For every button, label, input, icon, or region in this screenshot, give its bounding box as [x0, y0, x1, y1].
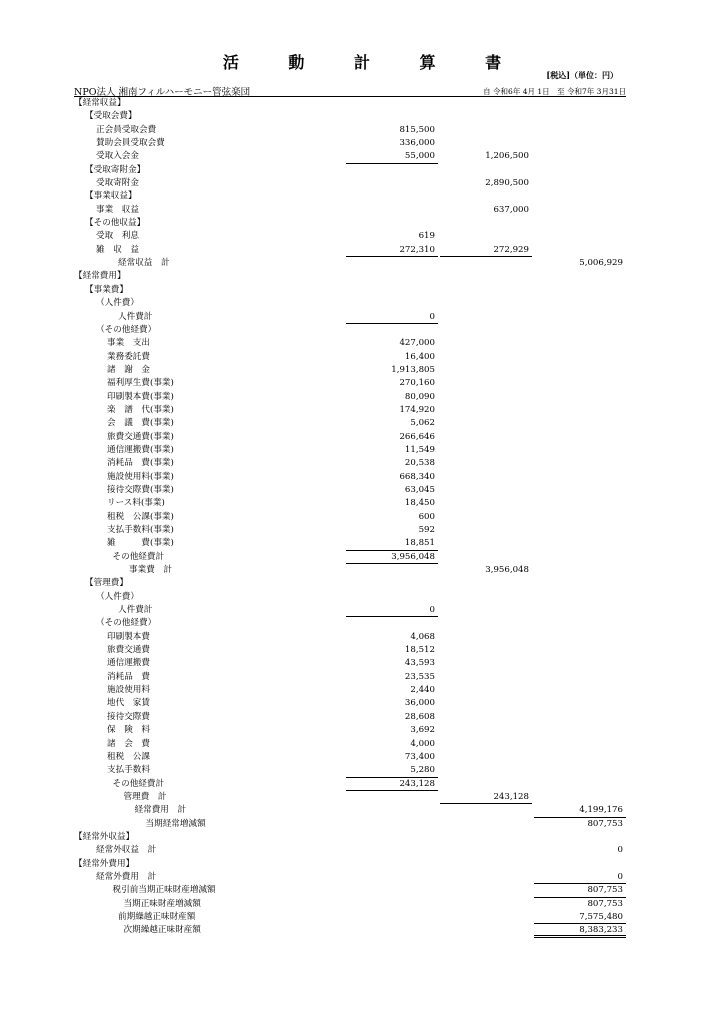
statement-row	[74, 337, 626, 350]
amount-c1: 427,000	[399, 338, 435, 349]
statement-row	[74, 257, 626, 270]
amount-c3: 807,753	[534, 884, 626, 897]
amount-c2: 243,128	[440, 791, 532, 804]
amount-c1: 5,280	[346, 764, 438, 777]
amount-c1: 18,851	[346, 537, 438, 550]
row-label: 地代 家賃	[107, 698, 150, 709]
statement-table	[74, 97, 626, 938]
statement-row	[74, 230, 626, 243]
statement-row	[74, 591, 626, 604]
amount-c1: 600	[418, 511, 435, 522]
amount-c1: 272,310	[346, 244, 438, 257]
row-label: 【事業収益】	[85, 191, 137, 202]
row-label: その他経費計	[112, 551, 165, 562]
statement-row	[74, 110, 626, 123]
amount-c1: 55,000	[346, 150, 438, 163]
row-label: 【受取寄附金】	[85, 164, 146, 175]
row-label: 楽 譜 代(事業)	[107, 404, 174, 415]
unit-note: [税込]（単位：円）	[546, 70, 618, 80]
statement-row	[74, 190, 626, 203]
statement-row	[74, 124, 626, 137]
statement-row	[74, 217, 626, 230]
amount-c1: 73,400	[404, 751, 435, 762]
row-label: 通信運搬費(事業)	[107, 444, 174, 455]
amount-c1: 20,538	[404, 458, 435, 469]
amount-c1: 18,512	[404, 645, 435, 656]
statement-row	[74, 404, 626, 417]
row-label: 【経常収益】	[74, 98, 126, 108]
document-header	[74, 84, 626, 96]
row-label: 印刷製本費	[107, 631, 150, 642]
row-label: 次期繰越正味財産額	[123, 925, 201, 936]
amount-c1: 2,440	[410, 685, 435, 696]
row-label: 【経常外収益】	[74, 831, 135, 842]
statement-row	[74, 444, 626, 457]
statement-row	[74, 351, 626, 364]
row-label: 【受取会費】	[85, 111, 137, 122]
amount-c1: 0	[346, 604, 438, 617]
statement-row	[74, 924, 626, 937]
row-label: 諸 会 費	[107, 738, 150, 749]
statement-row	[74, 711, 626, 724]
amount-c1: 4,068	[410, 631, 435, 642]
amount-c3: 0	[617, 845, 623, 856]
row-label: 当期正味財産増減額	[123, 898, 201, 909]
statement-row	[74, 524, 626, 537]
statement-row	[74, 391, 626, 404]
statement-row	[74, 738, 626, 751]
amount-c3: 8,383,233	[534, 924, 626, 937]
row-label: 印刷製本費(事業)	[107, 391, 174, 402]
row-label: 施設使用料	[107, 685, 150, 696]
statement-row	[74, 911, 626, 924]
statement-row	[74, 377, 626, 390]
row-label: 当期経常増減額	[145, 818, 206, 829]
statement-row	[74, 844, 626, 857]
row-label: 受取 利息	[96, 231, 139, 242]
statement-row	[74, 244, 626, 257]
row-label: 旅費交通費(事業)	[107, 431, 174, 442]
row-label: 【管理費】	[85, 578, 128, 589]
row-label: 【経常費用】	[74, 271, 126, 282]
row-label: （その他経費）	[96, 324, 157, 335]
statement-row	[74, 577, 626, 590]
row-label: 経常外費用 計	[96, 871, 157, 882]
statement-row	[74, 751, 626, 764]
row-label: 【経常外費用】	[74, 858, 135, 869]
row-label: 事業費 計	[129, 565, 172, 576]
row-label: 経常外収益 計	[96, 845, 157, 856]
amount-c1: 80,090	[404, 391, 435, 402]
amount-c2: 272,929	[440, 244, 532, 257]
row-label: 賛助会員受取会費	[96, 138, 165, 149]
statement-row	[74, 471, 626, 484]
statement-row	[74, 764, 626, 777]
statement-row	[74, 818, 626, 831]
row-label: 消耗品 費(事業)	[107, 458, 174, 469]
row-label: 受取寄附金	[96, 178, 139, 189]
statement-row	[74, 537, 626, 550]
row-label: 雑 費(事業)	[107, 538, 174, 549]
statement-row	[74, 431, 626, 444]
amount-c1: 243,128	[346, 778, 438, 791]
row-label: 事業 支出	[107, 338, 150, 349]
row-label: その他経費計	[112, 778, 165, 789]
statement-row	[74, 417, 626, 430]
fiscal-period: 自 令和6年 4月 1日 至 令和7年 3月31日	[483, 87, 626, 96]
amount-c1: 11,549	[404, 444, 435, 455]
amount-c1: 18,450	[404, 498, 435, 509]
amount-c1: 28,608	[404, 711, 435, 722]
row-label: （人件費）	[96, 298, 139, 309]
row-label: リース料(事業)	[107, 498, 165, 509]
statement-row	[74, 284, 626, 297]
row-label: 経常費用 計	[134, 805, 187, 816]
row-label: 事業 収益	[96, 204, 139, 215]
amount-c3: 0	[534, 871, 626, 884]
row-label: 接待交際費	[107, 711, 150, 722]
amount-c1: 0	[346, 311, 438, 324]
amount-c1: 36,000	[404, 698, 435, 709]
statement-row	[74, 778, 626, 791]
statement-row	[74, 457, 626, 470]
statement-row	[74, 177, 626, 190]
amount-c1: 336,000	[399, 138, 435, 149]
statement-row	[74, 884, 626, 897]
statement-row	[74, 671, 626, 684]
row-label: 租税 公課	[107, 751, 150, 762]
row-label: 会 議 費(事業)	[107, 418, 174, 429]
statement-row	[74, 311, 626, 324]
organization-name: NPO法人 湘南フィルハーモニー管弦楽団	[74, 87, 251, 98]
row-label: 前期繰越正味財産額	[118, 911, 196, 922]
amount-c2: 3,956,048	[485, 565, 529, 576]
row-label: 業務委託費	[107, 351, 150, 362]
amount-c3: 5,006,929	[579, 258, 623, 269]
document-title: 活 動 計 算 書	[222, 53, 524, 72]
row-label: 施設使用料(事業)	[107, 471, 174, 482]
amount-c2: 637,000	[493, 204, 529, 215]
statement-row	[74, 150, 626, 163]
row-label: 消耗品 費	[107, 671, 150, 682]
amount-c3: 807,753	[587, 898, 623, 909]
statement-row	[74, 270, 626, 283]
row-label: 正会員受取会費	[96, 124, 157, 135]
statement-row	[74, 604, 626, 617]
statement-row	[74, 644, 626, 657]
amount-c1: 1,913,805	[391, 364, 435, 375]
amount-c1: 668,340	[399, 471, 435, 482]
row-label: 諸 謝 金	[107, 364, 150, 375]
amount-c1: 174,920	[399, 404, 435, 415]
statement-row	[74, 164, 626, 177]
statement-row	[74, 697, 626, 710]
statement-row	[74, 484, 626, 497]
statement-row	[74, 97, 626, 110]
row-label: 管理費 計	[123, 791, 167, 802]
amount-c1: 63,045	[404, 484, 435, 495]
statement-row	[74, 137, 626, 150]
statement-row	[74, 631, 626, 644]
statement-row	[74, 858, 626, 871]
statement-row	[74, 657, 626, 670]
row-label: 人件費計	[118, 605, 153, 616]
row-label: 雑 収 益	[96, 244, 139, 255]
row-label: 支払手数料(事業)	[107, 525, 174, 535]
row-label: 人件費計	[118, 311, 153, 322]
row-label: 租税 公課(事業)	[107, 511, 174, 522]
amount-c1: 3,692	[410, 725, 435, 736]
amount-c1: 43,593	[404, 658, 435, 669]
statement-row	[74, 617, 626, 630]
row-label: （その他経費）	[96, 618, 157, 629]
amount-c2: 1,206,500	[485, 151, 529, 162]
statement-row	[74, 804, 626, 817]
statement-row	[74, 831, 626, 844]
row-label: 福利厚生費(事業)	[107, 378, 174, 389]
statement-row	[74, 551, 626, 564]
amount-c1: 266,646	[399, 431, 435, 442]
row-label: 支払手数料	[107, 765, 150, 776]
amount-c3: 4,199,176	[534, 804, 626, 817]
statement-row	[74, 511, 626, 524]
row-label: 通信運搬費	[107, 658, 150, 669]
row-label: 税引前当期正味財産増減額	[112, 885, 216, 896]
row-label: 接待交際費(事業)	[107, 484, 174, 495]
amount-c3: 807,753	[587, 818, 623, 829]
statement-row	[74, 871, 626, 884]
amount-c1: 619	[418, 231, 435, 242]
amount-c1: 4,000	[410, 738, 435, 749]
amount-c1: 3,956,048	[346, 551, 438, 564]
amount-c1: 5,062	[410, 418, 435, 429]
statement-row	[74, 791, 626, 804]
row-label: 旅費交通費	[107, 645, 150, 656]
amount-c1: 270,160	[399, 378, 435, 389]
statement-row	[74, 497, 626, 510]
amount-c1: 592	[418, 525, 435, 535]
amount-c1: 815,500	[399, 124, 435, 135]
row-label: （人件費）	[96, 591, 139, 602]
row-label: 受取入会金	[96, 151, 139, 162]
statement-row	[74, 364, 626, 377]
statement-row	[74, 204, 626, 217]
row-label: 【その他収益】	[85, 218, 146, 229]
statement-row	[74, 724, 626, 737]
amount-c1: 23,535	[404, 671, 435, 682]
amount-c2: 2,890,500	[485, 178, 529, 189]
amount-c3: 7,575,480	[534, 911, 626, 924]
row-label: 経常収益 計	[118, 258, 170, 269]
statement-row	[74, 324, 626, 337]
row-label: 【事業費】	[85, 284, 128, 295]
statement-row	[74, 564, 626, 577]
statement-row	[74, 297, 626, 310]
statement-row	[74, 898, 626, 911]
statement-row	[74, 684, 626, 697]
amount-c1: 16,400	[404, 351, 435, 362]
row-label: 保 険 料	[107, 725, 150, 736]
